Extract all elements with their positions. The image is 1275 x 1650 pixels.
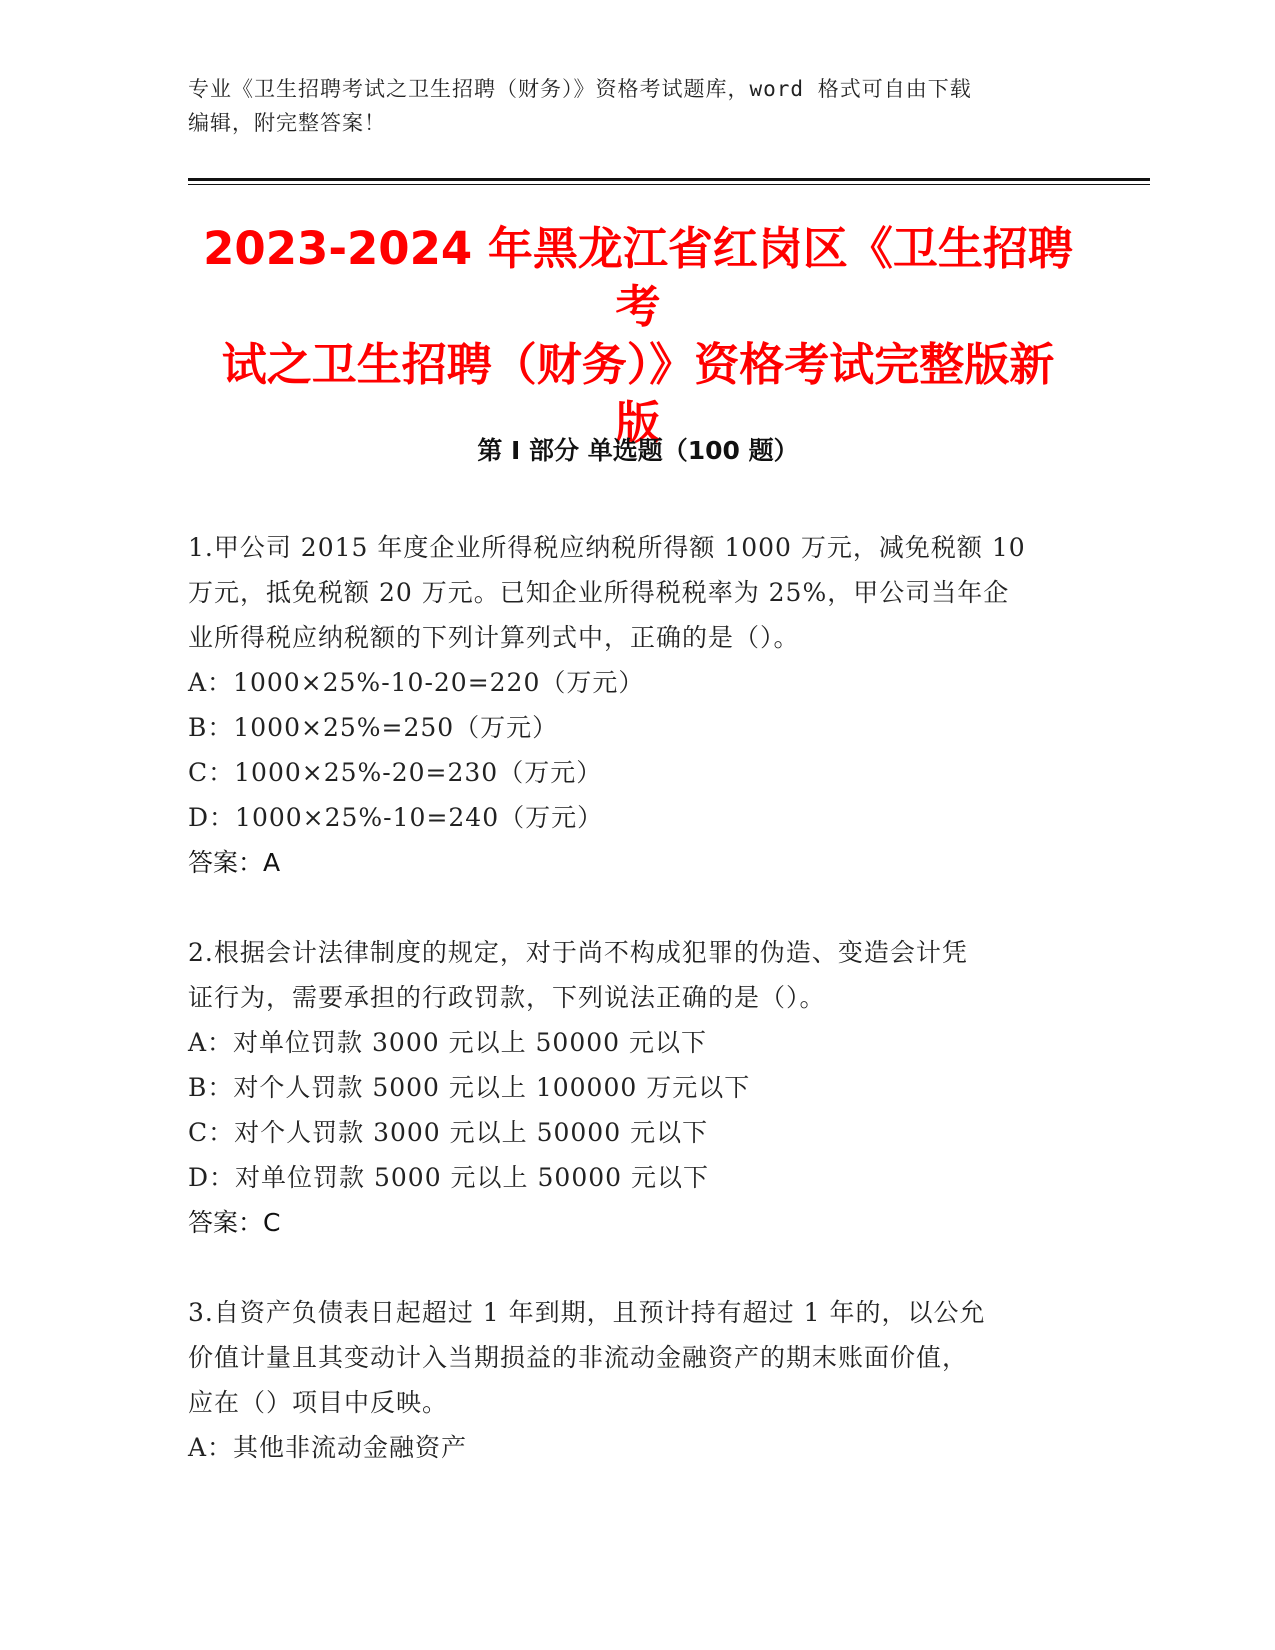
question-3 [188,1290,1068,1470]
question-stem-line: 3.自资产负债表日起超过 1 年到期，且预计持有超过 1 年的，以公允 [188,1298,986,1327]
question-stem-line: 1.甲公司 2015 年度企业所得税应纳税所得额 1000 万元，减免税额 10 [188,533,1026,562]
header-divider-thick [188,178,1150,181]
option-c: C：1000×25%-20=230（万元） [188,758,603,787]
question-2 [188,930,1068,1245]
header-divider-thin [188,184,1150,185]
title-line: 版 [615,396,661,449]
document-title [188,220,1088,452]
header-note-line: 编辑，附完整答案！ [188,111,386,135]
option-b: B：1000×25%=250（万元） [188,713,559,742]
option-a: A：对单位罚款 3000 元以上 50000 元以下 [188,1028,707,1057]
question-1 [188,525,1068,885]
question-stem-line: 业所得税应纳税额的下列计算列式中，正确的是（）。 [188,623,800,652]
option-b: B：对个人罚款 5000 元以上 100000 万元以下 [188,1073,751,1102]
header-note [188,72,1088,140]
question-stem-line: 万元，抵免税额 20 万元。已知企业所得税税率为 25%，甲公司当年企 [188,578,1010,607]
header-note-line: 专业《卫生招聘考试之卫生招聘（财务）》资格考试题库，word 格式可自由下载 [188,77,972,101]
question-stem-line: 2.根据会计法律制度的规定，对于尚不构成犯罪的伪造、变造会计凭 [188,938,968,967]
option-c: C：对个人罚款 3000 元以上 50000 元以下 [188,1118,709,1147]
option-d: D：1000×25%-10=240（万元） [188,803,604,832]
title-line: 2023-2024 年黑龙江省红岗区《卫生招聘考 [203,222,1073,333]
option-a: A：其他非流动金融资产 [188,1433,468,1462]
title-line: 试之卫生招聘（财务）》资格考试完整版新 [221,338,1055,391]
section-title: 第 I 部分 单选题（100 题） [477,436,799,465]
question-stem-line: 证行为，需要承担的行政罚款，下列说法正确的是（）。 [188,983,826,1012]
option-a: A：1000×25%-10-20=220（万元） [188,668,645,697]
question-stem-line: 应在（）项目中反映。 [188,1388,449,1417]
option-d: D：对单位罚款 5000 元以上 50000 元以下 [188,1163,709,1192]
answer: 答案：C [188,1208,281,1237]
answer: 答案：A [188,848,281,877]
question-stem-line: 价值计量且其变动计入当期损益的非流动金融资产的期末账面价值， [188,1343,969,1372]
